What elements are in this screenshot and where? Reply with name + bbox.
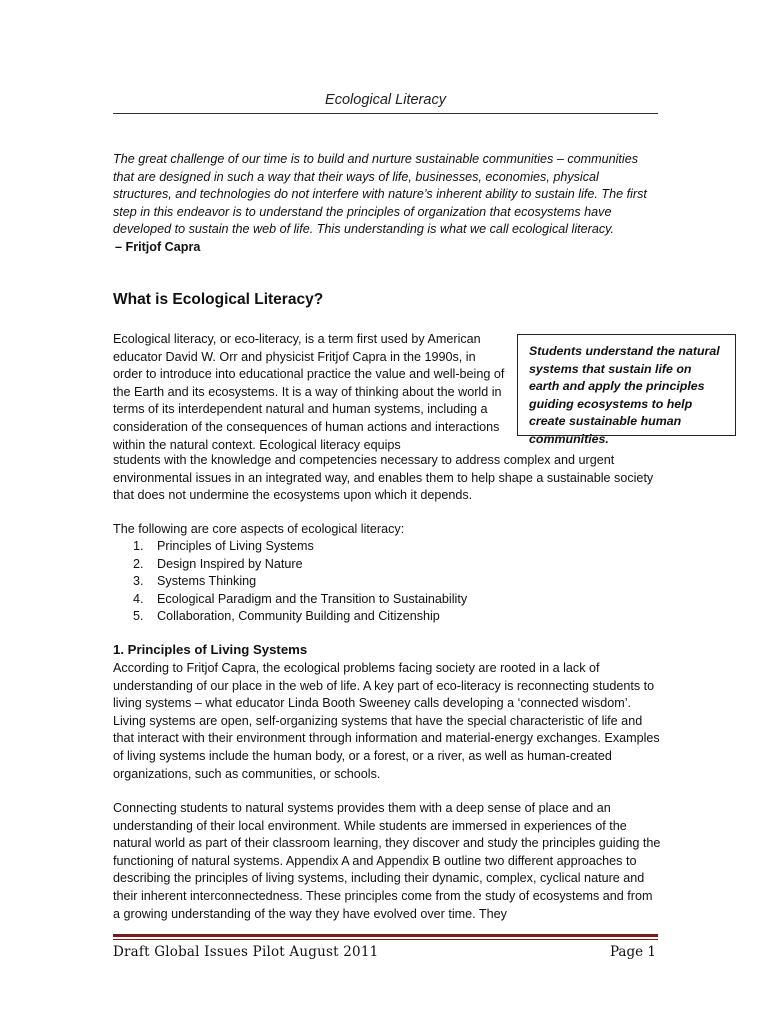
intro-paragraph: Ecological literacy, or eco-literacy, is a term first used by American educator David W. Orr and physicist Fritjof Capra in the 1990s, in order to introduce into educational practice the value and well-being of the Earth and its ecosystems. It is a way of thinking about the world in terms of its interdependent natural and human systems, including a consideration of the consequences of human actions and interactions within the natural context. Ecological literacy equips	[113, 332, 505, 452]
footer-page-number: Page 1	[609, 944, 656, 960]
list-item-number: 1.	[133, 539, 144, 553]
epigraph-quote: The great challenge of our time is to build and nurture sustainable communities – communities that are designed in such a way that their ways of life, businesses, economies, physical structures, and technologies do not interfere with nature’s inherent ability to sustain life. The first step in this endeavor is to understand the principles of organization that ecosystems have developed to sustain the web of life. This understanding is what we call ecological literacy.	[113, 152, 647, 237]
list-item-text: Design Inspired by Nature	[157, 556, 303, 571]
list-item-number: 5.	[133, 609, 144, 624]
list-item-number: 4.	[133, 591, 144, 606]
intro-paragraph-continued	[113, 452, 658, 505]
list-item-text: Collaboration, Community Building and Citizenship	[157, 609, 440, 624]
list-item-text: Ecological Paradigm and the Transition to Sustainability	[157, 591, 468, 606]
list-item-number: 2.	[133, 556, 144, 571]
connecting-students-paragraph-text: Connecting students to natural systems provides them with a deep sense of place and an understanding of their local environment. While students are immersed in experiences of the natural world as part of their classroom learning, they discover and study the principles guiding the functioning of natural systems. Appendix A and Appendix B outline two different approaches to describing the principles of living systems, including their dynamic, complex, cyclical nature and their inherent interconnectedness. These principles come from the study of ecosystems and from a growing understanding of the way they have evolved over time. They	[113, 801, 661, 921]
living-systems-paragraph-text: According to Fritjof Capra, the ecological problems facing society are rooted in a lack of understanding of our place in the web of life. A key part of eco-literacy is reconnecting students to living systems – what educator Linda Booth Sweeney calls developing a ‘connected wisdom’. Living systems are open, self-organizing systems that have the special characteristic of life and that interact with their environment through information and material-energy exchanges. Examples of living systems include the human body, or a forest, or a river, as well as human-created organizations, such as communities, or schools.	[113, 661, 660, 781]
list-item	[113, 591, 658, 609]
footer-divider-thin	[113, 939, 658, 940]
footer-document-title: Draft Global Issues Pilot August 2011	[113, 944, 379, 960]
header-divider	[113, 113, 658, 114]
connecting-students-paragraph	[113, 800, 661, 923]
aspects-lead: The following are core aspects of ecological literacy:	[113, 522, 405, 536]
list-item	[113, 538, 658, 556]
intro-paragraph-continued-text: students with the knowledge and competencies necessary to address complex and urgent environmental issues in an integrated way, and enables them to help shape a sustainable society that does not undermine the ecosystems upon which it depends.	[113, 453, 654, 503]
list-item	[113, 573, 658, 591]
living-systems-paragraph	[113, 660, 661, 783]
list-item-text: Principles of Living Systems	[157, 539, 314, 553]
subsection-heading: 1. Principles of Living Systems	[113, 642, 308, 657]
running-header-title: Ecological Literacy	[325, 92, 446, 108]
list-item	[113, 556, 658, 574]
list-item	[113, 608, 658, 626]
epigraph-attribution: – Fritjof Capra	[115, 240, 201, 254]
section-heading: What is Ecological Literacy?	[113, 291, 324, 308]
list-item-number: 3.	[133, 574, 144, 589]
list-item-text: Systems Thinking	[157, 574, 257, 589]
aspects-list	[113, 538, 658, 626]
footer-divider-thick	[113, 934, 658, 937]
callout-box: Students understand the natural systems that sustain life on earth and apply the principles guiding ecosystems to help create sustainable human communities.	[517, 334, 736, 436]
